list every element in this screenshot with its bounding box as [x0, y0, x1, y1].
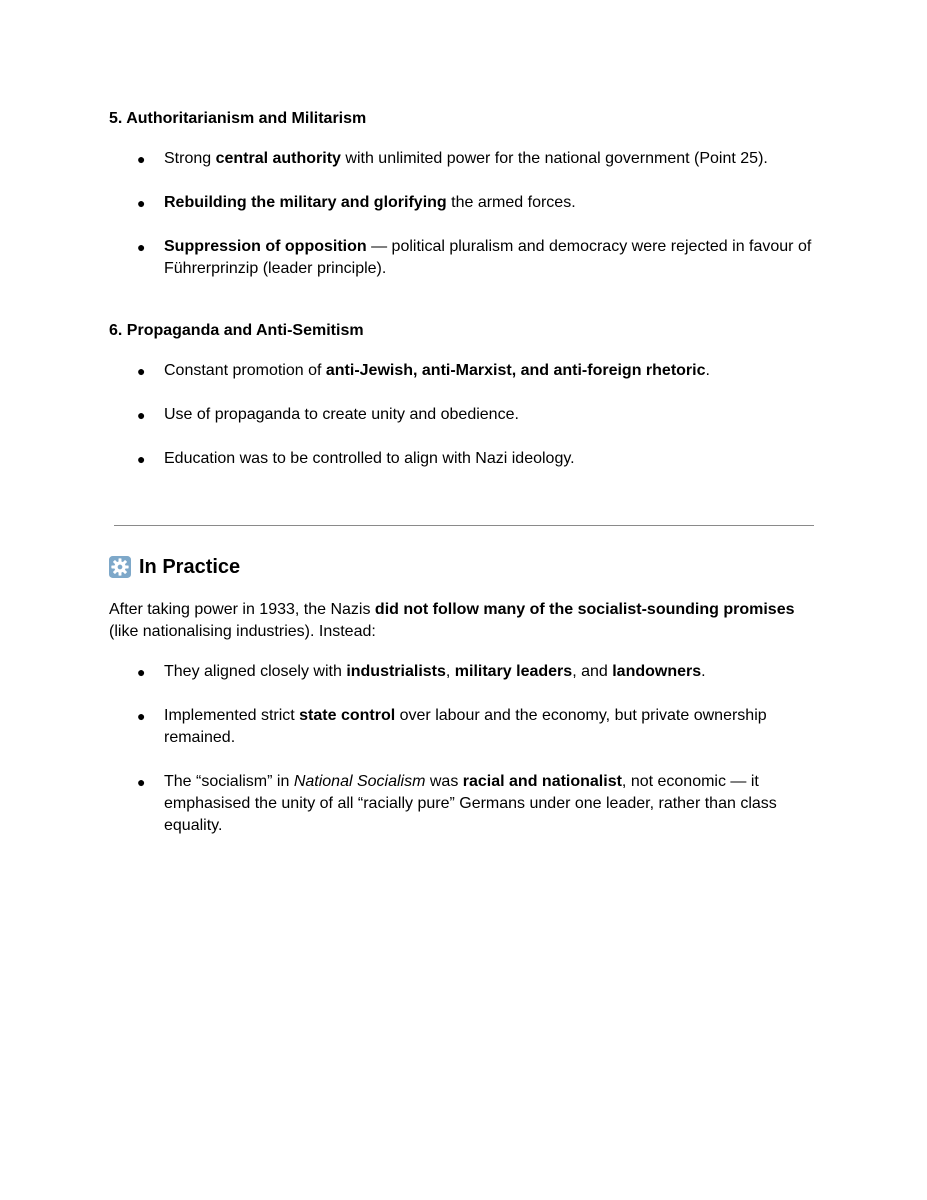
bullet-icon: ● — [137, 195, 146, 211]
bullet-icon: ● — [137, 664, 146, 680]
list-item: ● The “socialism” in National Socialism was racial and nationalist, not economic — it emphasised the unity of all “racially pure” Germans under one leader, rather than class equality. — [137, 773, 777, 834]
list-item: ● Use of propaganda to create unity and obedience. — [109, 404, 829, 426]
bullet-icon: ● — [137, 407, 146, 423]
in-practice-list — [109, 661, 829, 859]
bullet-icon: ● — [137, 239, 146, 255]
bullet-icon: ● — [137, 708, 146, 724]
list-item: ● Education was to be controlled to align with Nazi ideology. — [109, 448, 829, 470]
list-item: ● Constant promotion of anti-Jewish, anti-Marxist, and anti-foreign rhetoric. — [109, 360, 829, 382]
list-item: ● They aligned closely with industrialists, military leaders, and landowners. — [109, 661, 829, 683]
section-6-list — [109, 360, 829, 492]
section-5-heading: 5. Authoritarianism and Militarism — [109, 110, 367, 127]
section-5-list — [109, 148, 829, 302]
bullet-icon: ● — [137, 151, 146, 167]
list-item: ● Rebuilding the military and glorifying the armed forces. — [109, 192, 829, 214]
list-item: ● Strong central authority with unlimited power for the national government (Point 25). — [109, 148, 829, 170]
section-6-heading: 6. Propaganda and Anti-Semitism — [109, 322, 364, 339]
in-practice-heading — [109, 555, 240, 579]
bullet-icon: ● — [137, 451, 146, 467]
gear-icon — [109, 556, 131, 578]
list-item: ● Implemented strict state control over labour and the economy, but private ownership remained. — [137, 707, 767, 746]
horizontal-divider — [114, 525, 814, 526]
in-practice-title: In Practice — [139, 556, 241, 578]
bullet-icon: ● — [137, 774, 146, 790]
list-item: ● Suppression of opposition — political pluralism and democracy were rejected in favour of Führerprinzip (leader principle). — [137, 238, 812, 277]
intro-paragraph: After taking power in 1933, the Nazis did not follow many of the socialist-sounding promises (like nationalising industries). Instead: — [109, 601, 795, 640]
bullet-icon: ● — [137, 363, 146, 379]
